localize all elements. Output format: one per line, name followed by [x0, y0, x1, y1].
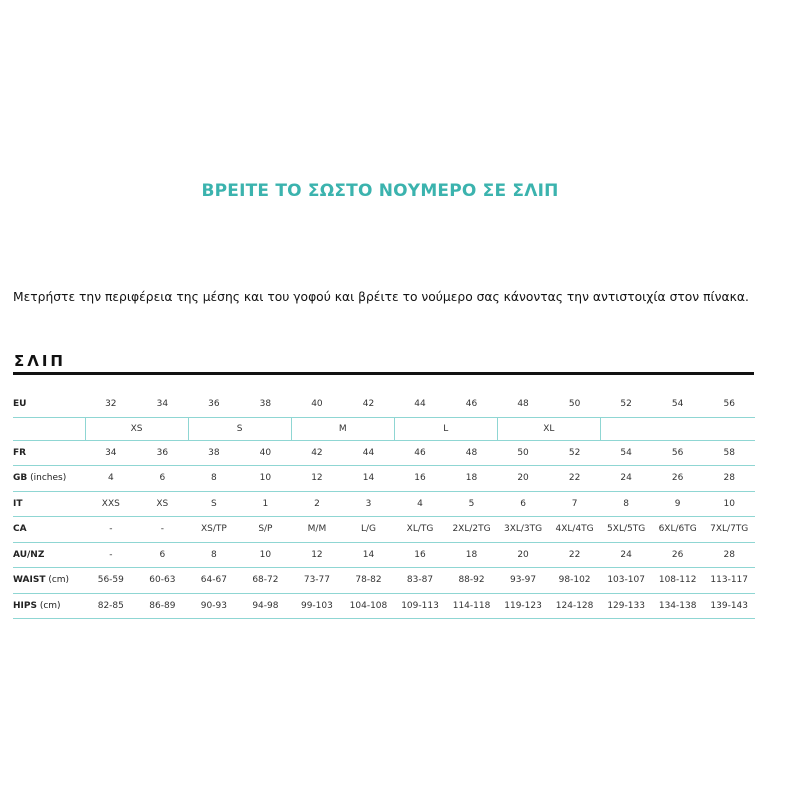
cell-gb-11: 26	[652, 466, 704, 492]
cell-gb-4: 12	[291, 466, 343, 492]
cell-ca-11: 6XL/6TG	[652, 517, 704, 543]
cell-gb-3: 10	[240, 466, 292, 492]
cell-ca-5: L/G	[343, 517, 395, 543]
cell-hips-4: 99-103	[291, 593, 343, 619]
cell-gb-12: 28	[703, 466, 755, 492]
table-row-au-nz	[13, 542, 755, 568]
row-label-text: HIPS	[13, 600, 37, 611]
cell-it-10: 8	[600, 491, 652, 517]
cell-fr-10: 54	[600, 440, 652, 466]
row-label-text: WAIST	[13, 575, 46, 586]
cell-ca-8: 3XL/3TG	[497, 517, 549, 543]
table-row-gb	[13, 466, 755, 492]
cell-au-nz-3: 10	[240, 542, 292, 568]
cell-it-7: 5	[446, 491, 498, 517]
cell-gb-9: 22	[549, 466, 601, 492]
cell-fr-11: 56	[652, 440, 704, 466]
table-row-it	[13, 491, 755, 517]
row-label-text: CA	[13, 524, 27, 535]
cell-it-8: 6	[497, 491, 549, 517]
cell-au-nz-1: 6	[137, 542, 189, 568]
cell-gb-8: 20	[497, 466, 549, 492]
row-label-text: FR	[13, 447, 27, 458]
cell-waist-9: 98-102	[549, 568, 601, 594]
page-title: ΒΡΕΙΤΕ ΤΟ ΣΩΣΤΟ ΝΟΥΜΕΡΟ ΣΕ ΣΛΙΠ	[201, 181, 559, 201]
cell-eu-12: 56	[703, 392, 755, 417]
cell-it-6: 4	[394, 491, 446, 517]
cell-ca-0: -	[85, 517, 137, 543]
cell-hips-8: 119-123	[497, 593, 549, 619]
table-row-eu	[13, 392, 755, 417]
cell-fr-3: 40	[240, 440, 292, 466]
section-heading: ΣΛΙΠ	[14, 352, 66, 370]
cell-waist-7: 88-92	[446, 568, 498, 594]
table-row-size-bands	[13, 417, 755, 440]
row-label-text: AU/NZ	[13, 549, 45, 560]
heading-rule	[13, 372, 754, 375]
cell-it-2: S	[188, 491, 240, 517]
intro-text: Μετρήστε την περιφέρεια της μέσης και του γοφού και βρέιτε το νούμερο σας κάνοντας την αντιστοιχία στον πίνακα.	[13, 290, 749, 304]
cell-gb-5: 14	[343, 466, 395, 492]
row-label-fr	[13, 440, 85, 466]
cell-waist-2: 64-67	[188, 568, 240, 594]
cell-eu-6: 44	[394, 392, 446, 417]
cell-it-3: 1	[240, 491, 292, 517]
row-label-text: IT	[13, 498, 23, 509]
cell-fr-5: 44	[343, 440, 395, 466]
cell-eu-0: 32	[85, 392, 137, 417]
cell-hips-2: 90-93	[188, 593, 240, 619]
cell-eu-3: 38	[240, 392, 292, 417]
cell-au-nz-2: 8	[188, 542, 240, 568]
table-row-waist	[13, 568, 755, 594]
row-label-waist	[13, 568, 85, 594]
cell-au-nz-9: 22	[549, 542, 601, 568]
cell-ca-4: M/M	[291, 517, 343, 543]
size-band-empty	[600, 417, 755, 440]
cell-hips-5: 104-108	[343, 593, 395, 619]
row-label-unit: (cm)	[45, 575, 70, 586]
row-label-it	[13, 491, 85, 517]
cell-it-5: 3	[343, 491, 395, 517]
cell-fr-6: 46	[394, 440, 446, 466]
cell-ca-7: 2XL/2TG	[446, 517, 498, 543]
cell-au-nz-10: 24	[600, 542, 652, 568]
cell-au-nz-4: 12	[291, 542, 343, 568]
row-label-ca	[13, 517, 85, 543]
cell-eu-8: 48	[497, 392, 549, 417]
cell-hips-9: 124-128	[549, 593, 601, 619]
cell-fr-7: 48	[446, 440, 498, 466]
cell-hips-3: 94-98	[240, 593, 292, 619]
cell-it-12: 10	[703, 491, 755, 517]
row-label-au-nz	[13, 542, 85, 568]
cell-it-4: 2	[291, 491, 343, 517]
table-row-fr	[13, 440, 755, 466]
row-label-hips	[13, 593, 85, 619]
cell-gb-10: 24	[600, 466, 652, 492]
cell-gb-7: 18	[446, 466, 498, 492]
cell-eu-10: 52	[600, 392, 652, 417]
size-band-xs: XS	[85, 417, 188, 440]
cell-it-0: XXS	[85, 491, 137, 517]
row-label-text: GB	[13, 473, 28, 484]
cell-fr-1: 36	[137, 440, 189, 466]
cell-hips-6: 109-113	[394, 593, 446, 619]
cell-ca-6: XL/TG	[394, 517, 446, 543]
size-table	[13, 392, 755, 619]
table-row-ca	[13, 517, 755, 543]
size-band-xl: XL	[497, 417, 600, 440]
cell-it-11: 9	[652, 491, 704, 517]
cell-fr-9: 52	[549, 440, 601, 466]
band-spacer	[13, 417, 85, 440]
cell-fr-8: 50	[497, 440, 549, 466]
cell-waist-6: 83-87	[394, 568, 446, 594]
cell-au-nz-11: 26	[652, 542, 704, 568]
cell-it-9: 7	[549, 491, 601, 517]
cell-hips-10: 129-133	[600, 593, 652, 619]
cell-gb-2: 8	[188, 466, 240, 492]
cell-au-nz-0: -	[85, 542, 137, 568]
cell-hips-11: 134-138	[652, 593, 704, 619]
cell-hips-12: 139-143	[703, 593, 755, 619]
row-label-unit: (cm)	[36, 600, 61, 611]
size-band-m: M	[291, 417, 394, 440]
cell-hips-0: 82-85	[85, 593, 137, 619]
cell-waist-4: 73-77	[291, 568, 343, 594]
cell-eu-9: 50	[549, 392, 601, 417]
cell-ca-1: -	[137, 517, 189, 543]
cell-fr-4: 42	[291, 440, 343, 466]
cell-hips-7: 114-118	[446, 593, 498, 619]
cell-au-nz-12: 28	[703, 542, 755, 568]
table-row-hips	[13, 593, 755, 619]
cell-gb-1: 6	[137, 466, 189, 492]
cell-ca-9: 4XL/4TG	[549, 517, 601, 543]
row-label-eu: EU	[13, 392, 85, 417]
cell-waist-1: 60-63	[137, 568, 189, 594]
cell-waist-0: 56-59	[85, 568, 137, 594]
cell-eu-1: 34	[137, 392, 189, 417]
cell-gb-6: 16	[394, 466, 446, 492]
cell-waist-11: 108-112	[652, 568, 704, 594]
cell-waist-5: 78-82	[343, 568, 395, 594]
cell-au-nz-5: 14	[343, 542, 395, 568]
size-band-l: L	[394, 417, 497, 440]
cell-waist-3: 68-72	[240, 568, 292, 594]
cell-ca-2: XS/TP	[188, 517, 240, 543]
cell-fr-12: 58	[703, 440, 755, 466]
cell-it-1: XS	[137, 491, 189, 517]
cell-hips-1: 86-89	[137, 593, 189, 619]
cell-eu-7: 46	[446, 392, 498, 417]
cell-eu-5: 42	[343, 392, 395, 417]
cell-au-nz-6: 16	[394, 542, 446, 568]
row-label-gb	[13, 466, 85, 492]
cell-ca-3: S/P	[240, 517, 292, 543]
cell-ca-10: 5XL/5TG	[600, 517, 652, 543]
cell-eu-11: 54	[652, 392, 704, 417]
cell-gb-0: 4	[85, 466, 137, 492]
cell-fr-2: 38	[188, 440, 240, 466]
cell-fr-0: 34	[85, 440, 137, 466]
cell-waist-8: 93-97	[497, 568, 549, 594]
cell-au-nz-8: 20	[497, 542, 549, 568]
cell-waist-12: 113-117	[703, 568, 755, 594]
cell-au-nz-7: 18	[446, 542, 498, 568]
cell-ca-12: 7XL/7TG	[703, 517, 755, 543]
cell-eu-4: 40	[291, 392, 343, 417]
row-label-unit: (inches)	[27, 473, 67, 484]
cell-eu-2: 36	[188, 392, 240, 417]
size-band-s: S	[188, 417, 291, 440]
cell-waist-10: 103-107	[600, 568, 652, 594]
size-table-body	[13, 392, 755, 619]
